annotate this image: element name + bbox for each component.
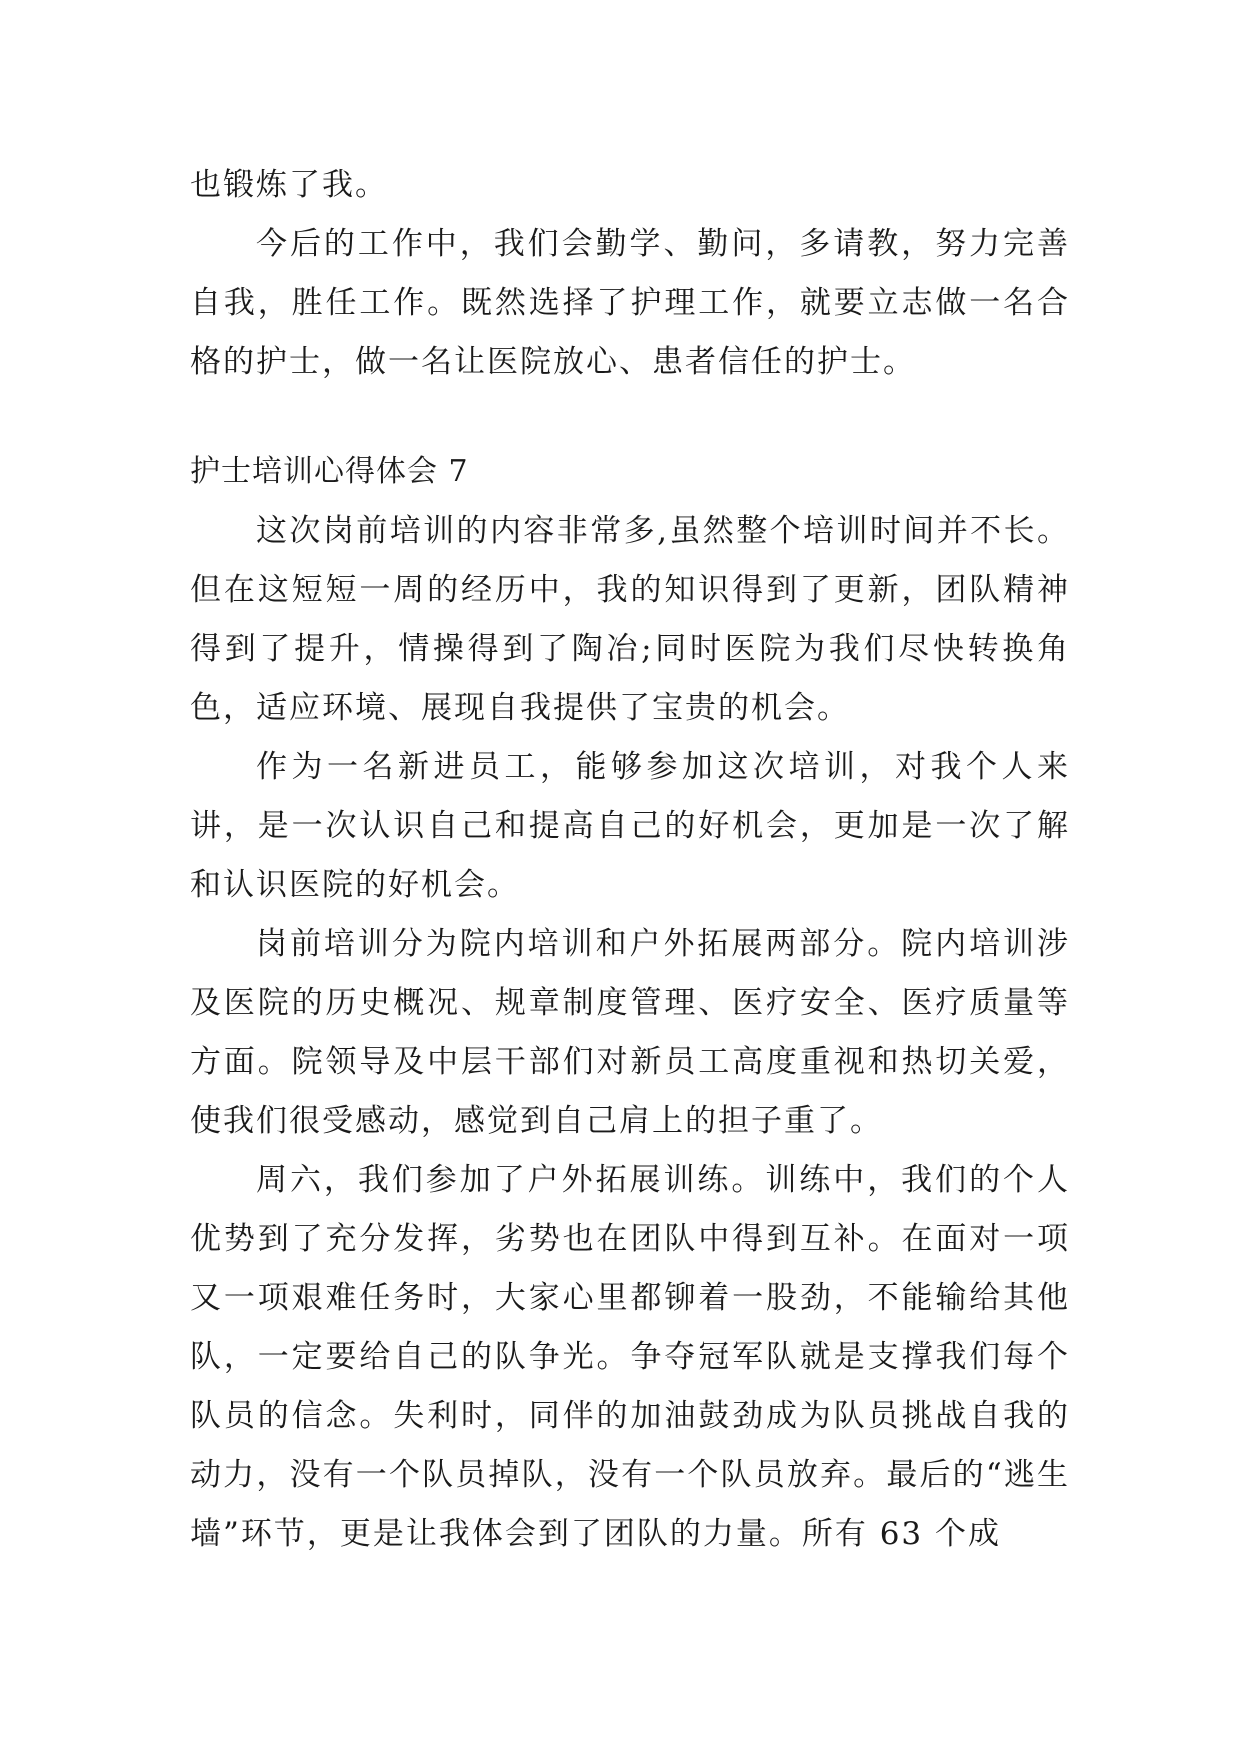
section-heading: 护士培训心得体会 7	[190, 454, 469, 489]
paragraph: 岗前培训分为院内培训和户外拓展两部分。院内培训涉及医院的历史概况、规章制度管理、医疗安全、医疗质量等方面。院领导及中层干部们对新员工高度重视和热切关爱，使我们很受感动，感觉到自己肩上的担子重了。	[190, 926, 1070, 1139]
main-text-block	[190, 502, 1070, 1564]
paragraph: 这次岗前培训的内容非常多,虽然整个培训时间并不长。但在这短短一周的经历中，我的知识得到了更新，团队精神得到了提升，情操得到了陶冶;同时医院为我们尽快转换角色，适应环境、展现自我提供了宝贵的机会。	[190, 513, 1070, 726]
paragraph: 作为一名新进员工，能够参加这次培训，对我个人来讲，是一次认识自己和提高自己的好机会，更加是一次了解和认识医院的好机会。	[190, 749, 1070, 903]
continuation-line: 也锻炼了我。	[190, 167, 388, 203]
top-text-block	[190, 156, 1070, 392]
paragraph: 周六，我们参加了户外拓展训练。训练中，我们的个人优势到了充分发挥，劣势也在团队中得到互补。在面对一项又一项艰难任务时，大家心里都铆着一股劲，不能输给其他队，一定要给自己的队争光。争夺冠军队就是支撑我们每个队员的信念。失利时，同伴的加油鼓劲成为队员挑战自我的动力，没有一个队员掉队，没有一个队员放弃。最后的“逃生墙”环节，更是让我体会到了团队的力量。所有 63 个成	[190, 1162, 1070, 1552]
paragraph-future-work: 今后的工作中，我们会勤学、勤问，多请教，努力完善自我，胜任工作。既然选择了护理工作，就要立志做一名合格的护士，做一名让医院放心、患者信任的护士。	[190, 226, 1070, 380]
